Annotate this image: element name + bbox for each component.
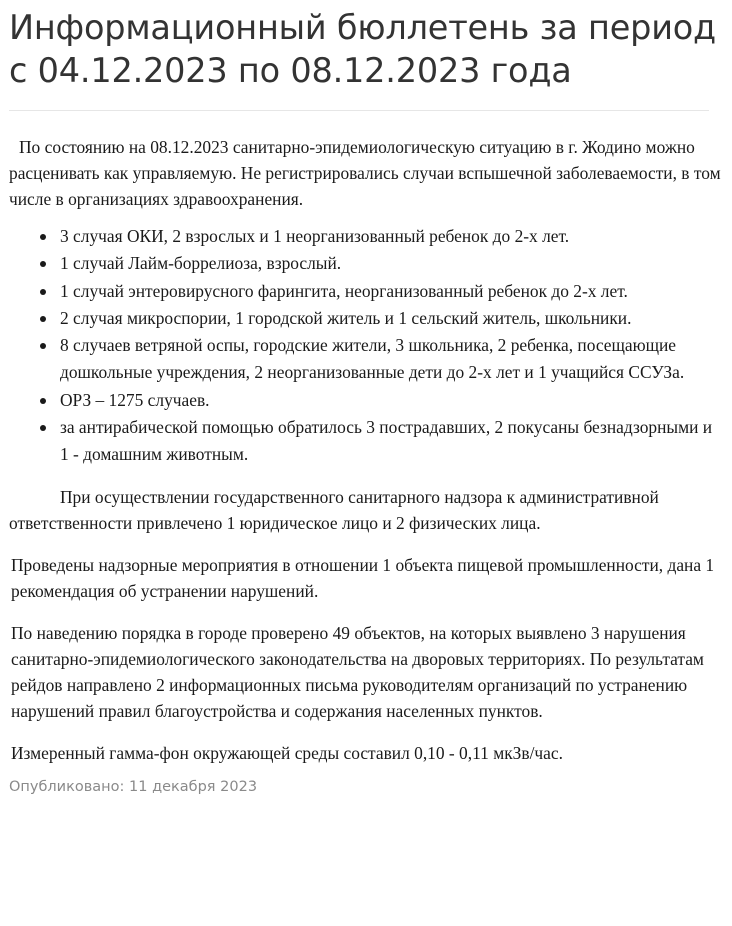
intro-paragraph: По состоянию на 08.12.2023 санитарно-эпидемиологическую ситуацию в г. Жодино можно расценивать как управляемую. Не регистрировались случаи вспышечной заболеваемости, в том числе в организациях здравоохранения. [9, 137, 721, 209]
admin-paragraph: При осуществлении государственного санитарного надзора к административной ответственности привлечено 1 юридическое лицо и 2 физических лица. [9, 486, 659, 533]
list-item: 3 случая ОКИ, 2 взрослых и 1 неорганизованный ребенок до 2-х лет. [60, 223, 721, 250]
list-item: ОРЗ – 1275 случаев. [60, 387, 721, 414]
title-divider [9, 110, 709, 111]
list-item: 2 случая микроспории, 1 городской житель и 1 сельский житель, школьники. [60, 305, 721, 332]
cases-list [9, 223, 721, 469]
order-paragraph: По наведению порядка в городе проверено 49 объектов, на которых выявлено 3 нарушения санитарно-эпидемиологического законодательства на дворовых территориях. По результатам рейдов направлено 2 информационных письма руководителям организаций по устранению нарушений правил благоустройства и содержания населенных пунктов. [11, 622, 704, 721]
published-date: Опубликовано: 11 декабря 2023 [9, 778, 258, 795]
gamma-paragraph: Измеренный гамма-фон окружающей среды составил 0,10 - 0,11 мкЗв/час. [11, 742, 563, 763]
list-item: 1 случай энтеровирусного фарингита, неорганизованный ребенок до 2-х лет. [60, 278, 721, 305]
list-item: 1 случай Лайм-боррелиоза, взрослый. [60, 250, 721, 277]
article [9, 0, 721, 795]
article-body [9, 134, 721, 766]
list-item: за антирабической помощью обратилось 3 пострадавших, 2 покусаны безнадзорными и 1 - домашним животным. [60, 414, 721, 469]
list-item: 8 случаев ветряной оспы, городские жители, 3 школьника, 2 ребенка, посещающие дошкольные учреждения, 2 неорганизованные дети до 2-х лет и 1 учащийся ССУЗа. [60, 332, 721, 387]
page-title: Информационный бюллетень за период с 04.12.2023 по 08.12.2023 года [9, 8, 717, 90]
food-paragraph: Проведены надзорные мероприятия в отношении 1 объекта пищевой промышленности, дана 1 рекомендация об устранении нарушений. [11, 554, 715, 601]
